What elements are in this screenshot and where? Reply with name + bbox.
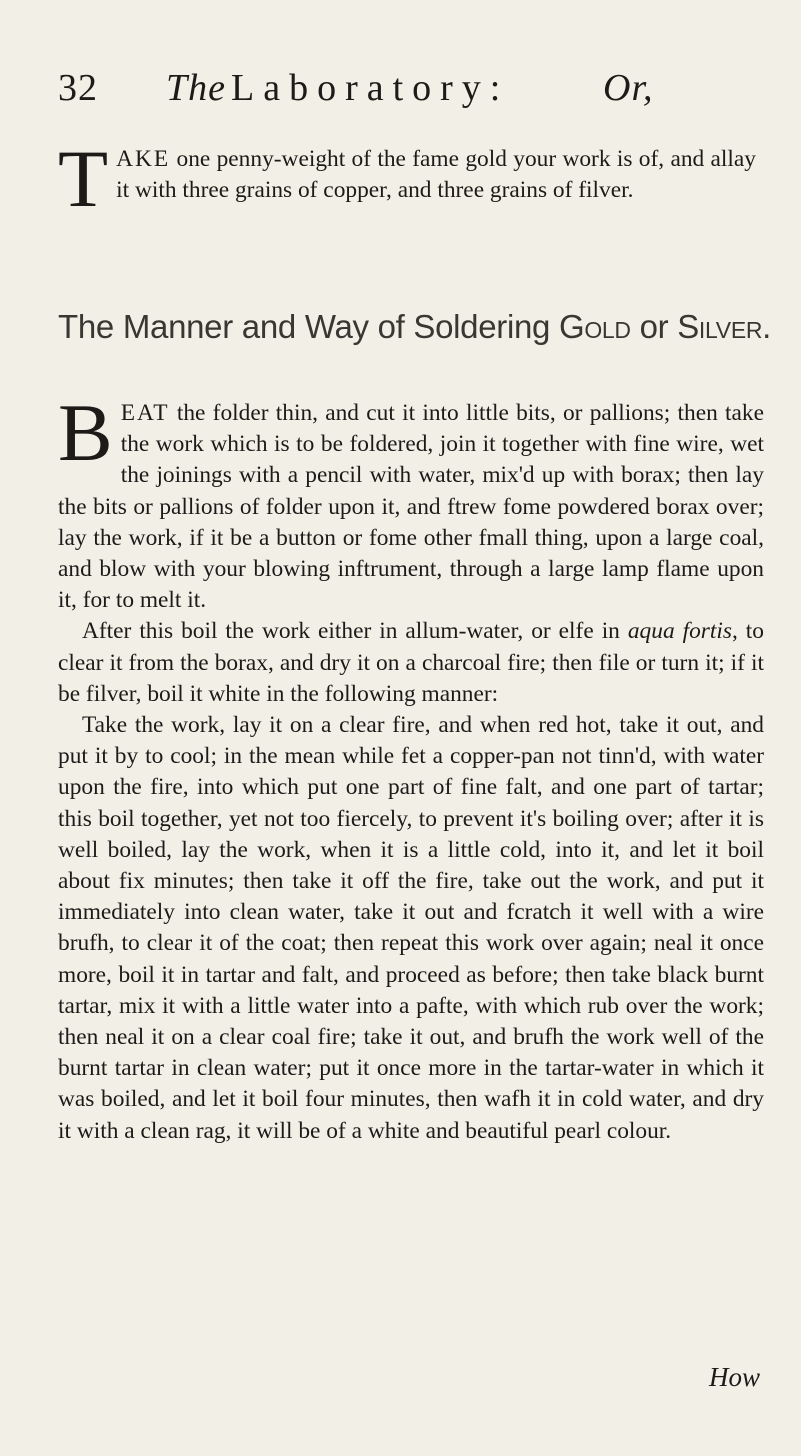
text-b-italic: aqua fortis [627,618,732,645]
heading-gold: Gold [558,308,631,345]
paragraph-alloy [58,133,756,224]
running-title-the: The [166,67,226,109]
paragraph-text-a: the folder thin, and cut it into little bits, or pallions; then take the work which is to be foldered, join it together with fine wire, wet the joinings with a pencil with water, mix'd up with borax; then lay the bits or pallions of folder upon it, and ftrew fome powdered borax over; lay the work, if it be a button or fome other fmall thing, upon a large coal, and blow with your blowing inftrument, through a large lamp flame upon it, for to melt it. [58,400,764,614]
text-b-pre: After this boil the work either in allum-water, or elfe in [82,618,628,645]
section-heading [58,308,772,346]
paragraph-text-b [58,616,764,710]
running-title-main: Laboratory: [231,67,510,109]
heading-silver: Silver. [677,308,772,345]
lead-word: AKE [116,146,171,172]
page-number: 32 [58,67,98,109]
drop-cap: T [58,133,109,224]
lead-word: EAT [120,400,170,426]
heading-prefix: The Manner and Way of Soldering [58,308,559,345]
catchword: How [708,1362,760,1392]
paragraph-text-c: Take the work, lay it on a clear fire, and when red hot, take it out, and put it by to cool; in the mean while fet a copper-pan not tinn'd, with water upon the fire, into which put one part of fine falt, and one part of tartar; this boil together, yet not too fiercely, to prevent it's boiling over; after it is well boiled, lay the work, when it is a little cold, into it, and let it boil about fix minutes; then take it off the fire, take out the work, and put it immediately into clean water, take it out and fcratch it well with a wire brufh, to clear it of the coat; then repeat this work over again; neal it once more, boil it in tartar and falt, and proceed as before; then take black burnt tartar, mix it with a little water into a pafte, with which rub over the work; then neal it on a clear coal fire; take it out, and brufh the work well of the burnt tartar in clean water; put it once more in the tartar-water in which it was boiled, and let it boil four minutes, then wafh it in cold water, and dry it with a clean rag, it will be of a white and beautiful pearl colour. [58,712,764,1144]
heading-or: or [630,308,678,345]
running-title-end: Or, [603,67,654,109]
paragraph-text: one penny-weight of the fame gold your work is of, and allay it with three grains of copper, and three grains of filver. [116,146,756,204]
text-b-post: , to clear it from the borax, and dry it on a charcoal fire; then file or turn it; if it be filver, boil it white in the following manner: [58,618,765,707]
drop-cap: B [58,387,113,478]
paragraph-soldering [58,387,765,1147]
running-header [58,66,758,116]
